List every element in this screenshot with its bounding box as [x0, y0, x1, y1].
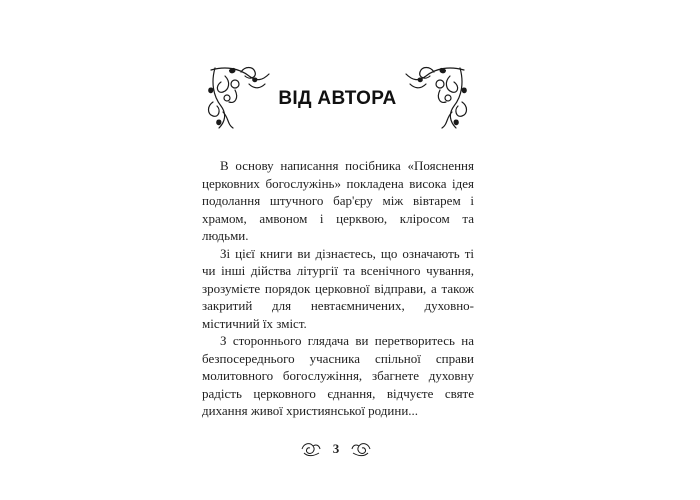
author-foreword-text [202, 157, 474, 420]
paragraph: В основу написання посібника «Пояснення церковних богослужінь» покладена висока ідея подолання штучного бар'єру між вівтарем і храмом, амвоном і церквою, кліросом та людьми. [202, 158, 474, 243]
floral-small-ornament-icon [350, 440, 372, 458]
page-title: ВІД АВТОРА [278, 88, 397, 109]
floral-small-ornament-icon [300, 440, 322, 458]
floral-corner-ornament-icon [205, 62, 275, 134]
page-footer [300, 440, 372, 460]
heading-block [205, 62, 470, 142]
paragraph: З стороннього глядача ви перетворитесь на безпосереднього учасника спільної справи молитовного богослужіння, збагнете духовну радість церковного єднання, відчуєте святе дихання живої християнської родини... [202, 333, 474, 418]
paragraph: Зі цієї книги ви дізнаєтесь, що означають ті чи інші дійства літургії та всенічного чування, зрозумієте порядок церковної відправи, а також закритий для невтаємничених, духовно-містичний їх зміст. [202, 245, 474, 331]
page-number: 3 [332, 441, 340, 456]
floral-corner-ornament-icon [400, 62, 470, 134]
